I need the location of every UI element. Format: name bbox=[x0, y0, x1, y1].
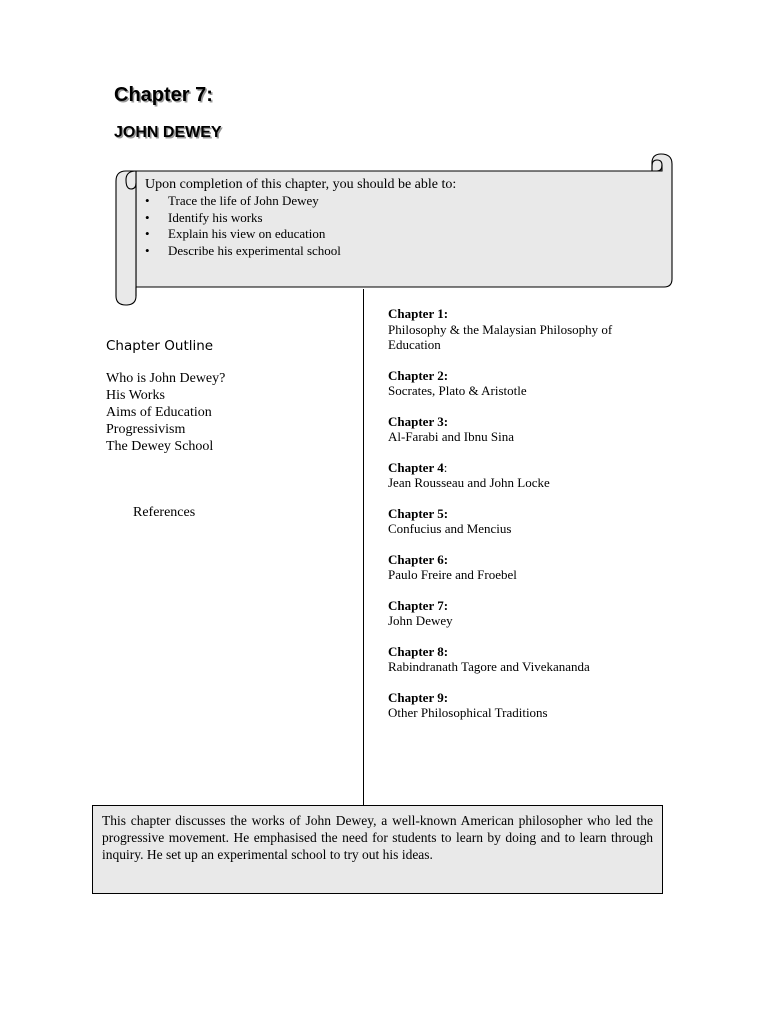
chapter-label: Chapter 8: bbox=[388, 643, 449, 659]
objectives-intro: Upon completion of this chapter, you should be able to: bbox=[145, 177, 457, 192]
chapter-entry bbox=[388, 644, 668, 675]
chapter-entry bbox=[388, 690, 668, 721]
chapter-name: John Dewey bbox=[388, 613, 453, 628]
objective-item: • Describe his experimental school bbox=[168, 243, 645, 260]
chapter-summary-box bbox=[92, 805, 663, 894]
chapter-label: Chapter 9: bbox=[388, 689, 449, 705]
chapter-label: Chapter 3: bbox=[388, 413, 449, 429]
chapter-name: Socrates, Plato & Aristotle bbox=[388, 383, 527, 398]
outline-heading: Chapter Outline bbox=[106, 338, 214, 354]
chapter-name: Jean Rousseau and John Locke bbox=[388, 475, 550, 490]
objective-item: • Explain his view on education bbox=[168, 226, 645, 243]
chapter-label: Chapter 7: bbox=[388, 597, 449, 613]
outline-list bbox=[106, 370, 225, 455]
chapter-label: Chapter 6: bbox=[388, 551, 449, 567]
chapter-title: Chapter 7: bbox=[114, 84, 213, 106]
chapter-label: Chapter 1: bbox=[388, 306, 449, 321]
chapter-entry bbox=[388, 506, 668, 537]
objective-item: • Identify his works bbox=[168, 210, 645, 227]
chapter-list bbox=[388, 306, 668, 736]
chapter-subtitle: JOHN DEWEY bbox=[114, 124, 222, 141]
outline-item: Aims of Education bbox=[106, 405, 212, 420]
chapter-name: Confucius and Mencius bbox=[388, 521, 512, 536]
chapter-name: Philosophy & the Malaysian Philosophy of Education bbox=[388, 321, 613, 352]
chapter-name: Paulo Freire and Froebel bbox=[388, 567, 517, 582]
objectives-scroll bbox=[0, 0, 768, 320]
chapter-entry bbox=[388, 368, 668, 399]
chapter-entry bbox=[388, 552, 668, 583]
chapter-label-text: Chapter 4 bbox=[388, 459, 444, 475]
chapter-label-suffix: : bbox=[443, 459, 448, 475]
chapter-name: Al-Farabi and Ibnu Sina bbox=[388, 429, 515, 444]
chapter-entry bbox=[388, 306, 668, 353]
objectives-panel bbox=[145, 176, 645, 259]
references-label: References bbox=[133, 505, 196, 520]
chapter-entry bbox=[388, 460, 668, 491]
outline-item: Who is John Dewey? bbox=[106, 371, 226, 386]
column-divider bbox=[363, 289, 364, 805]
chapter-name: Rabindranath Tagore and Vivekananda bbox=[388, 659, 590, 674]
outline-item: The Dewey School bbox=[106, 439, 214, 454]
chapter-label bbox=[388, 460, 668, 476]
objective-item: • Trace the life of John Dewey bbox=[168, 193, 645, 210]
objectives-list bbox=[145, 193, 645, 259]
chapter-entry bbox=[388, 414, 668, 445]
chapter-label: Chapter 2: bbox=[388, 367, 449, 383]
outline-item: His Works bbox=[106, 388, 165, 403]
chapter-summary-text: This chapter discusses the works of John Dewey, a well-known American philosopher who led the progressive movement. He emphasised the need for students to learn by doing and to learn through inquiry. He set up an experimental school to try out his ideas. bbox=[102, 813, 653, 862]
chapter-name: Other Philosophical Traditions bbox=[388, 705, 548, 720]
chapter-label: Chapter 5: bbox=[388, 505, 449, 521]
chapter-entry bbox=[388, 598, 668, 629]
outline-item: Progressivism bbox=[106, 422, 186, 437]
